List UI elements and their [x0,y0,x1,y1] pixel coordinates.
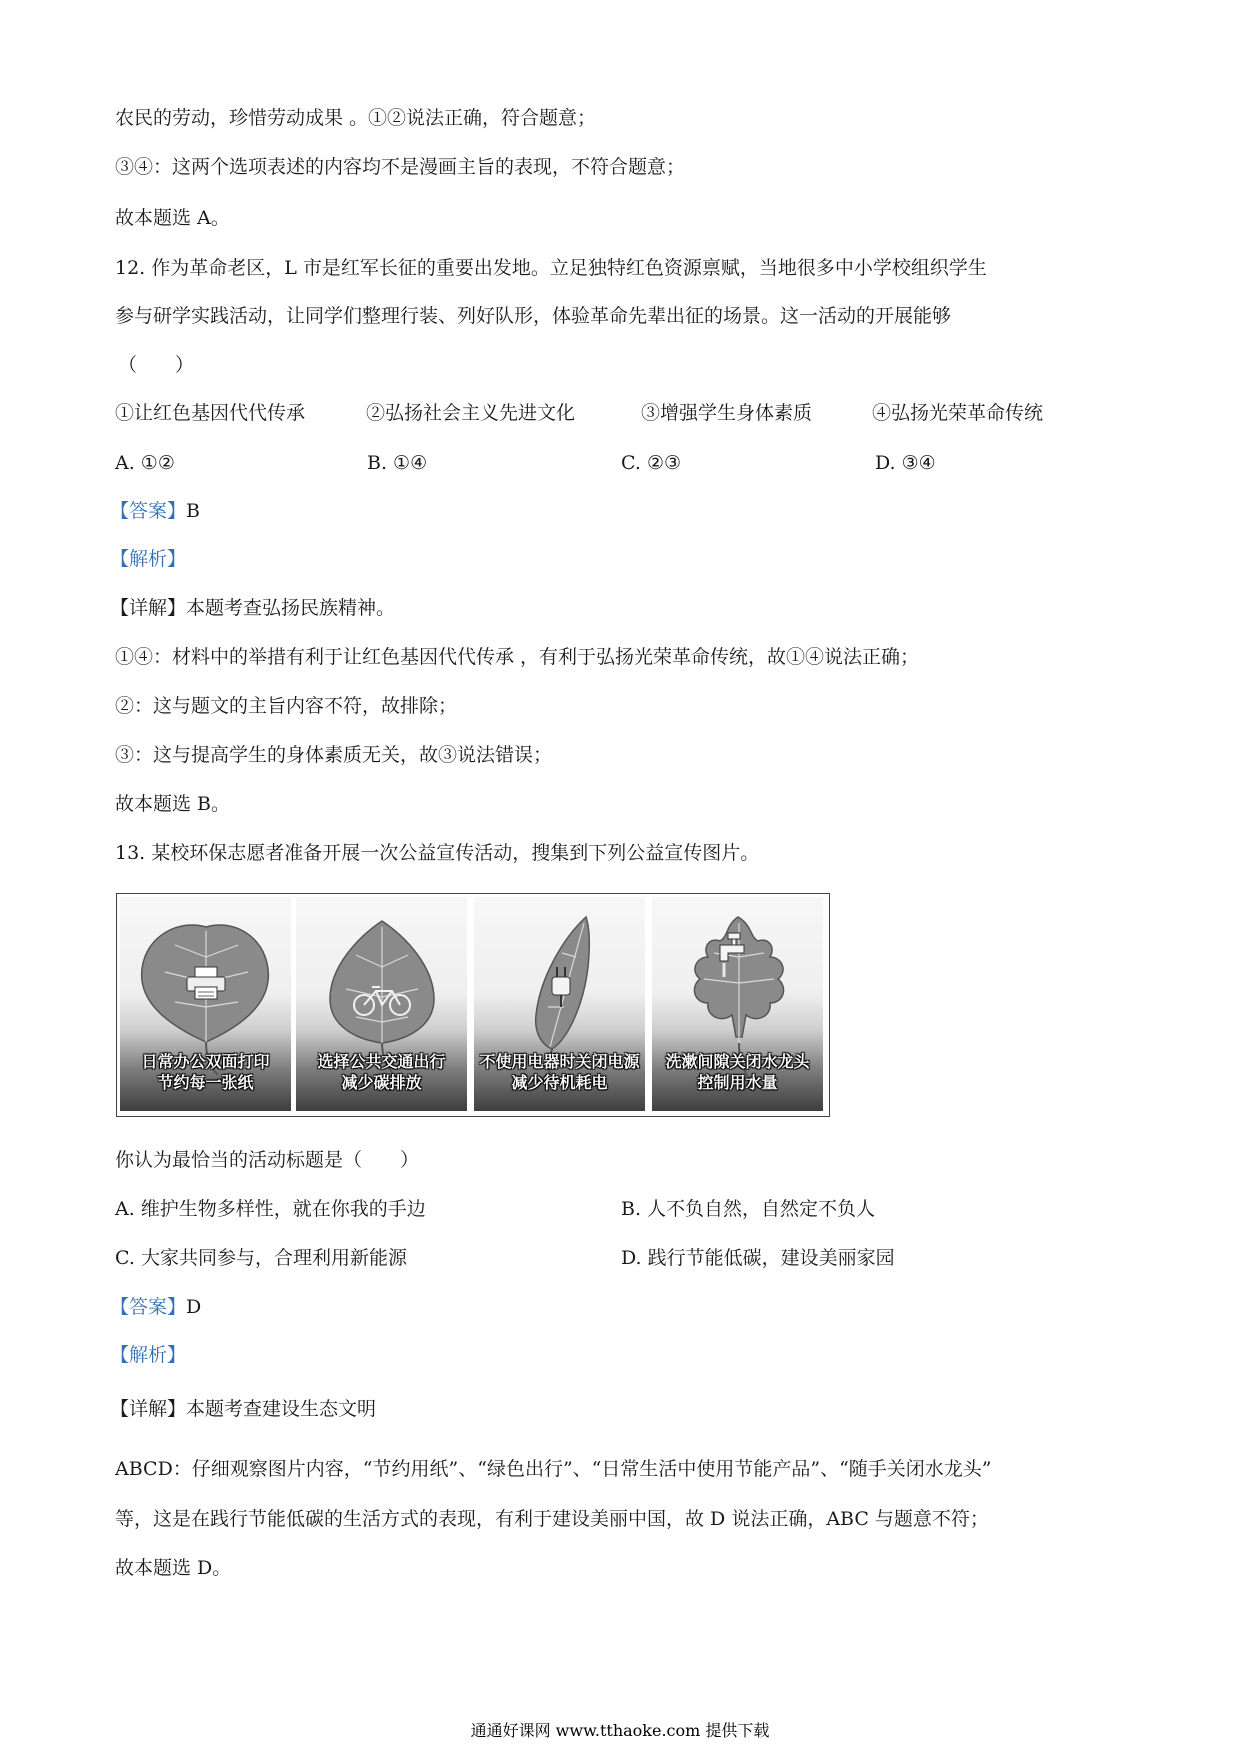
q12-explain-2: ②：这与题文的主旨内容不符，故排除； [115,695,458,717]
prev-conclusion: 故本题选 A。 [115,207,230,229]
poster-panel-3 [474,897,645,1111]
bicycle-icon [352,983,412,1017]
q12-option-a: A. ①② [115,452,175,474]
poster-panel-4 [652,897,823,1111]
footer-credit: 通通好课网 www.tthaoke.com 提供下载 [470,1721,770,1740]
q13-option-c: C. 大家共同参与，合理利用新能源 [115,1247,407,1269]
q13-explain-2: 等，这是在践行节能低碳的生活方式的表现，有利于建设美丽中国，故 D 说法正确，ABC 与题意不符； [115,1508,989,1530]
poster-caption-3a: 不使用电器时关闭电源 [479,1052,640,1071]
poster-caption-4a: 洗漱间隙关闭水龙头 [665,1052,810,1071]
poster-caption-2b: 减少碳排放 [341,1073,422,1092]
q12-explain-3: ③：这与提高学生的身体素质无关，故③说法错误； [115,744,553,766]
answer-value: B [186,500,200,522]
poster-panel-1 [120,897,291,1111]
q12-analysis-tag: 【解析】 [110,548,187,570]
printer-icon [184,965,228,1001]
q12-answer [110,499,200,523]
poster-caption-1b: 节约每一张纸 [157,1073,254,1092]
q12-option-d: D. ③④ [875,452,936,474]
prev-line-1: 农民的劳动，珍惜劳动成果 。①②说法正确，符合题意； [115,107,597,129]
answer-tag: 【答案】 [110,1296,187,1318]
poster-caption-4b: 控制用水量 [697,1073,778,1092]
answer-value: D [186,1296,202,1318]
q12-option-c: C. ②③ [621,452,682,474]
q13-analysis-tag: 【解析】 [110,1344,187,1366]
q13-stem: 13. 某校环保志愿者准备开展一次公益宣传活动，搜集到下列公益宣传图片。 [115,842,760,864]
plug-icon [546,963,576,1009]
poster-caption-3b: 减少待机耗电 [511,1073,608,1092]
q13-option-a: A. 维护生物多样性，就在你我的手边 [115,1198,426,1220]
q13-option-b: B. 人不负自然，自然定不负人 [621,1198,876,1220]
poster-caption-2a: 选择公共交通出行 [317,1052,446,1071]
q13-option-d: D. 践行节能低碳，建设美丽家园 [621,1247,895,1269]
poster-image [116,893,830,1117]
q12-conclusion: 故本题选 B。 [115,793,231,815]
q12-item-4: ④弘扬光荣革命传统 [872,402,1044,424]
poster-caption-1a: 日常办公双面打印 [141,1052,270,1071]
q12-item-3: ③增强学生身体素质 [641,402,813,424]
q12-stem-line-1: 12. 作为革命老区，L 市是红军长征的重要出发地。立足独特红色资源禀赋，当地很多中小学校组织学生 [115,257,987,279]
q13-conclusion: 故本题选 D。 [115,1557,232,1579]
q13-answer [110,1295,201,1319]
q13-explain-1: ABCD：仔细观察图片内容，“节约用纸”、“绿色出行”、“日常生活中使用节能产品”、“随手关闭水龙头” [115,1458,992,1480]
poster-panel-2 [296,897,467,1111]
q12-paren: （ ） [118,354,195,376]
q12-stem-line-2: 参与研学实践活动，让同学们整理行装、列好队形，体验革命先辈出征的场景。这一活动的开展能够 [115,305,952,327]
q13-question: 你认为最恰当的活动标题是（ ） [115,1149,420,1171]
q12-explain-1: ①④：材料中的举措有利于让红色基因代代传承 ，有利于弘扬光荣革命传统，故①④说法正确； [115,646,920,668]
q12-item-2: ②弘扬社会主义先进文化 [366,402,576,424]
q13-detail: 【详解】本题考查建设生态文明 [110,1398,377,1420]
faucet-icon [714,931,754,979]
q12-detail: 【详解】本题考查弘扬民族精神。 [110,597,396,619]
q12-item-1: ①让红色基因代代传承 [115,402,306,424]
prev-line-2: ③④：这两个选项表述的内容均不是漫画主旨的表现，不符合题意； [115,156,686,178]
q12-option-b: B. ①④ [367,452,428,474]
answer-tag: 【答案】 [110,500,187,522]
